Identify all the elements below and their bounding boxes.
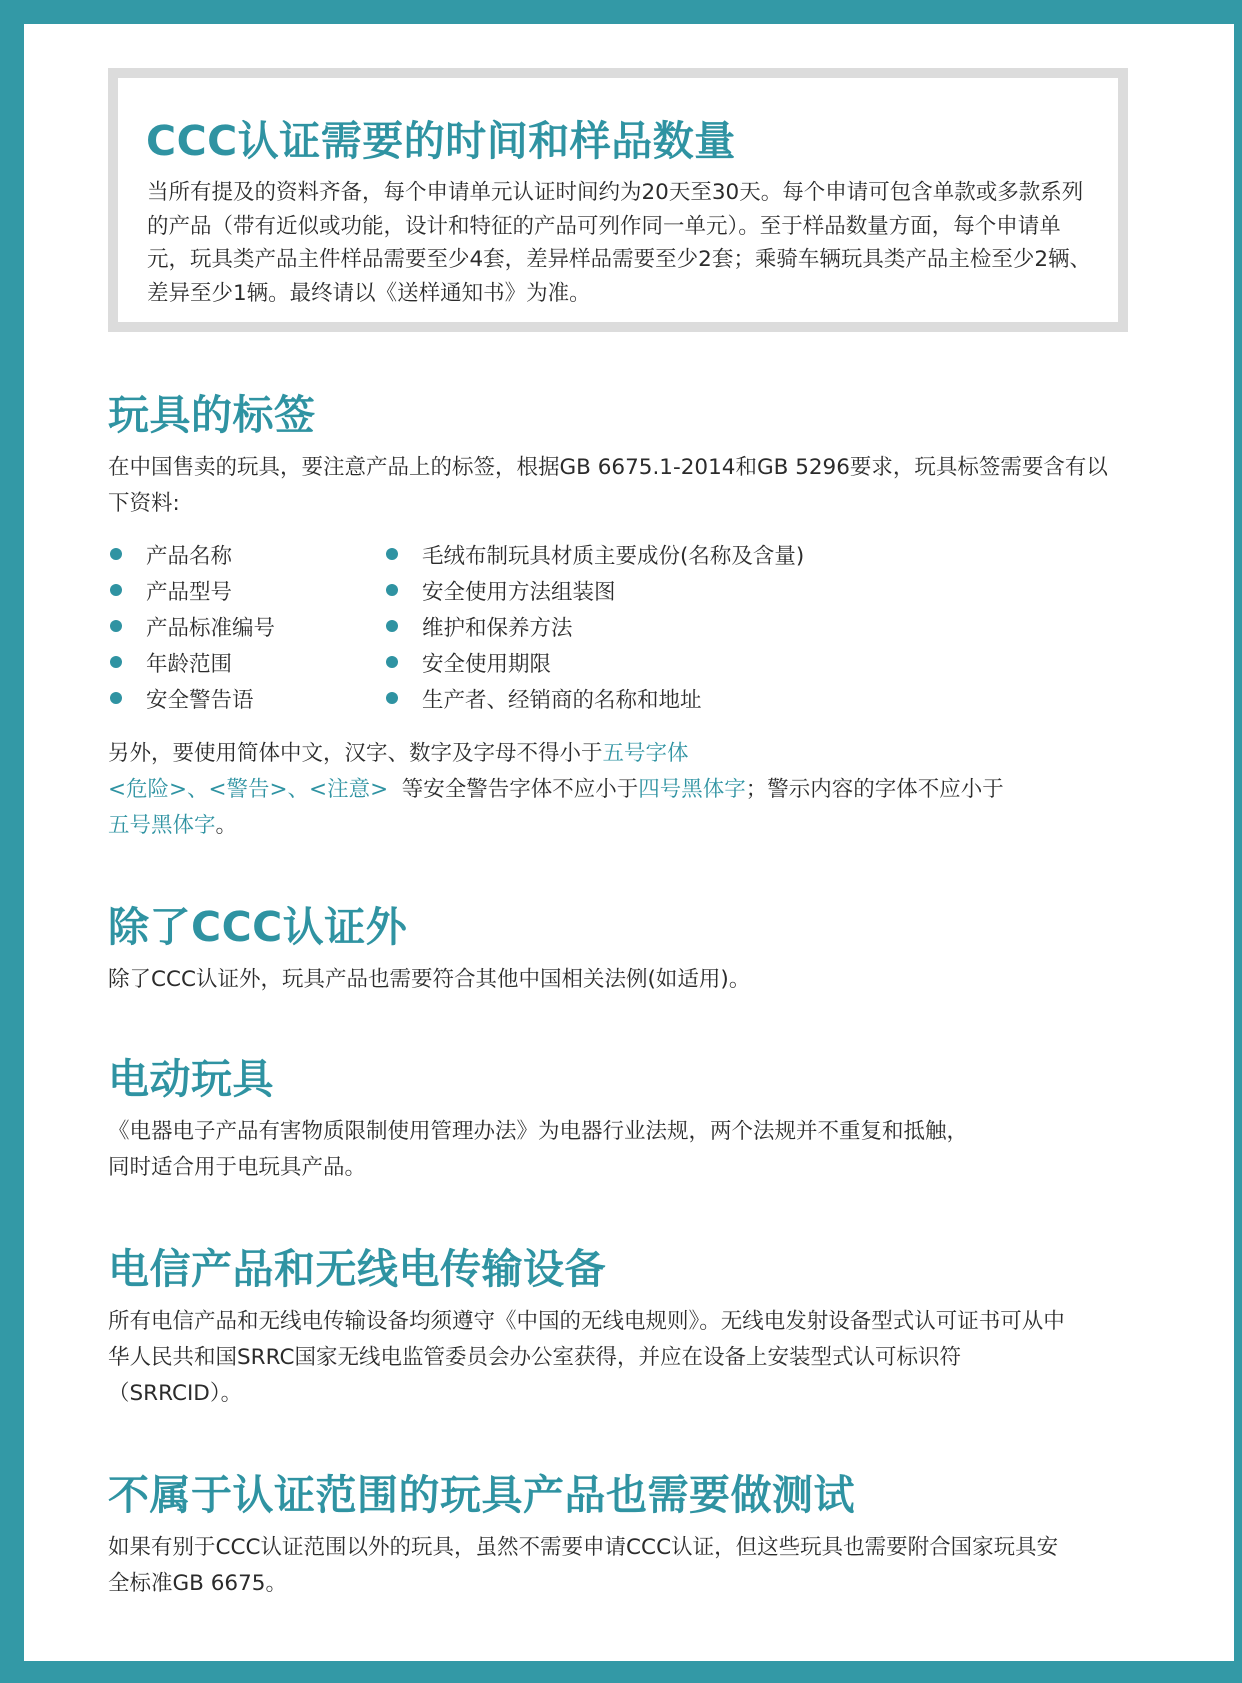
bullet-icon [386, 584, 398, 596]
bullet-icon [110, 584, 122, 596]
electric-toys-section [108, 1046, 1148, 1105]
list-item: 产品型号 [108, 572, 275, 608]
telecom-body-block [108, 1304, 1068, 1412]
highlight-text: 四号黑体字 [638, 777, 746, 802]
electric-toys-body-block [108, 1114, 1148, 1186]
electric-toys-body-line-2: 同时适合用于电玩具产品。 [108, 1155, 367, 1180]
label-list-column-2 [384, 536, 804, 716]
telecom-title: 电信产品和无线电传输设备 [108, 1245, 606, 1293]
callout-box [108, 68, 1128, 332]
besides-ccc-section [108, 894, 1148, 953]
page-frame-left [0, 0, 24, 1683]
not-in-scope-section [108, 1462, 1148, 1521]
labels-intro: 在中国售卖的玩具，要注意产品上的标签，根据GB 6675.1-2014和GB 5296要求，玩具标签需要含有以下资料: [108, 455, 1108, 516]
list-item: 产品标准编号 [108, 608, 275, 644]
bullet-icon [386, 656, 398, 668]
bullet-icon [386, 692, 398, 704]
label-list-column-1 [108, 536, 275, 716]
labels-section [108, 382, 1148, 441]
page-frame-top [0, 0, 1242, 24]
highlight-text: 五号字体 [602, 741, 689, 766]
besides-ccc-title: 除了CCC认证外 [108, 903, 408, 951]
electric-toys-title: 电动玩具 [108, 1055, 274, 1103]
electric-toys-body-line-1: 《电器电子产品有害物质限制使用管理办法》为电器行业法规，两个法规并不重复和抵触， [108, 1119, 969, 1144]
page-frame-right [1234, 0, 1242, 1683]
list-item: 安全警告语 [108, 680, 275, 716]
labels-title: 玩具的标签 [108, 391, 316, 439]
list-item: 安全使用方法组装图 [384, 572, 804, 608]
font-size-note: 另外，要使用简体中文，汉字、数字及字母不得小于五号字体 <危险>、<警告>、<注意> 等安全警告字体不应小于四号黑体字；警示内容的字体不应小于 五号黑体字。 [108, 741, 1004, 838]
list-item: 产品名称 [108, 536, 275, 572]
list-item: 毛绒布制玩具材质主要成份(名称及含量) [384, 536, 804, 572]
list-item: 维护和保养方法 [384, 608, 804, 644]
besides-ccc-body: 除了CCC认证外，玩具产品也需要符合其他中国相关法例(如适用)。 [108, 967, 751, 992]
labels-intro-block [108, 450, 1118, 522]
telecom-section [108, 1236, 1148, 1295]
list-item: 生产者、经销商的名称和地址 [384, 680, 804, 716]
bullet-icon [110, 656, 122, 668]
highlight-text: 五号黑体字 [108, 813, 216, 838]
bullet-icon [386, 620, 398, 632]
not-in-scope-body: 如果有别于CCC认证范围以外的玩具，虽然不需要申请CCC认证，但这些玩具也需要附合国家玩具安全标准GB 6675。 [108, 1535, 1059, 1596]
telecom-body: 所有电信产品和无线电传输设备均须遵守《中国的无线电规则》。无线电发射设备型式认可证书可从中华人民共和国SRRC国家无线电监管委员会办公室获得，并应在设备上安装型式认可标识符（SRRCID）。 [108, 1309, 1065, 1406]
label-requirements-list [108, 536, 1108, 716]
list-item: 安全使用期限 [384, 644, 804, 680]
highlight-text: <危险>、<警告>、<注意> [108, 777, 389, 802]
bullet-icon [386, 548, 398, 560]
bullet-icon [110, 692, 122, 704]
list-item: 年龄范围 [108, 644, 275, 680]
callout-title: CCC认证需要的时间和样品数量 [146, 117, 736, 165]
not-in-scope-body-block [108, 1530, 1068, 1602]
callout-body: 当所有提及的资料齐备，每个申请单元认证时间约为20天至30天。每个申请可包含单款或多款系列的产品（带有近似或功能，设计和特征的产品可列作同一单元）。至于样品数量方面，每个申请单元，玩具类产品主件样品需要至少4套，差异样品需要至少2套；乘骑车辆玩具类产品主检至少2辆、差异至少1辆。最终请以《送样通知书》为准。 [147, 180, 1092, 306]
bullet-icon [110, 620, 122, 632]
besides-ccc-body-block [108, 962, 1148, 998]
not-in-scope-title: 不属于认证范围的玩具产品也需要做测试 [108, 1471, 855, 1519]
bullet-icon [110, 548, 122, 560]
page-frame-bottom [0, 1661, 1242, 1683]
